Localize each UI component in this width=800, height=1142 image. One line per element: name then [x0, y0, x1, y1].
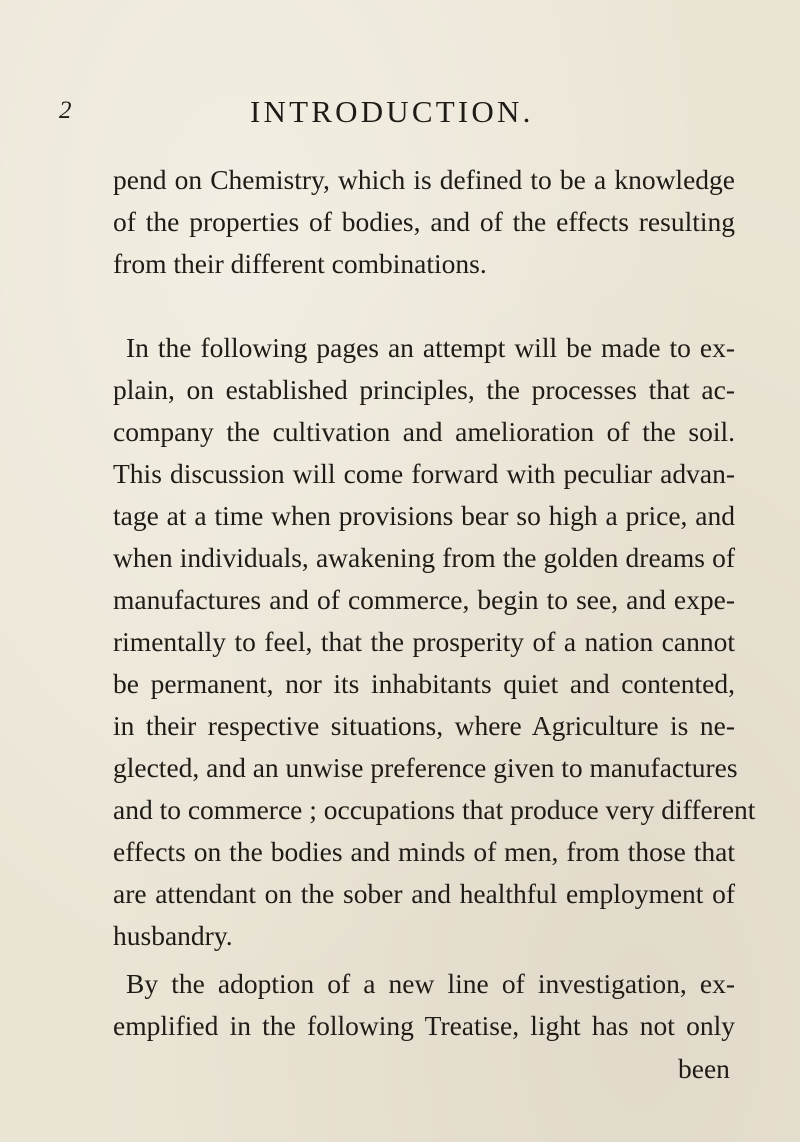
text-line: manufactures and of commerce, begin to see, and expe-	[113, 584, 735, 615]
text-line: rimentally to feel, that the prosperity of a nation cannot	[113, 626, 735, 657]
text-line: tage at a time when provisions bear so high a price, and	[113, 500, 735, 531]
catchword: been	[678, 1053, 730, 1084]
text-line: plain, on established principles, the processes that ac-	[113, 374, 735, 405]
text-line: are attendant on the sober and healthful employment of	[113, 878, 735, 909]
text-line: from their different combinations.	[113, 248, 487, 279]
text-line: and to commerce ; occupations that produce very different	[113, 794, 756, 825]
text-line: husbandry.	[113, 920, 233, 951]
text-line: when individuals, awakening from the golden dreams of	[113, 542, 735, 573]
running-head: INTRODUCTION.	[250, 94, 534, 129]
text-line: By the adoption of a new line of investigation, ex-	[126, 968, 735, 999]
page-number: 2	[59, 97, 72, 124]
text-line: be permanent, nor its inhabitants quiet and contented,	[113, 668, 735, 699]
text-line: pend on Chemistry, which is defined to be a knowledge	[113, 164, 735, 195]
text-line: company the cultivation and amelioration of the soil.	[113, 416, 735, 447]
text-line: This discussion will come forward with peculiar advan-	[113, 458, 735, 489]
text-line: effects on the bodies and minds of men, from those that	[113, 836, 735, 867]
text-line: of the properties of bodies, and of the effects resulting	[113, 206, 735, 237]
text-line: In the following pages an attempt will be made to ex-	[126, 332, 735, 363]
text-line: emplified in the following Treatise, light has not only	[113, 1010, 735, 1041]
text-line: glected, and an unwise preference given to manufactures	[113, 752, 738, 783]
text-line: in their respective situations, where Agriculture is ne-	[113, 710, 735, 741]
